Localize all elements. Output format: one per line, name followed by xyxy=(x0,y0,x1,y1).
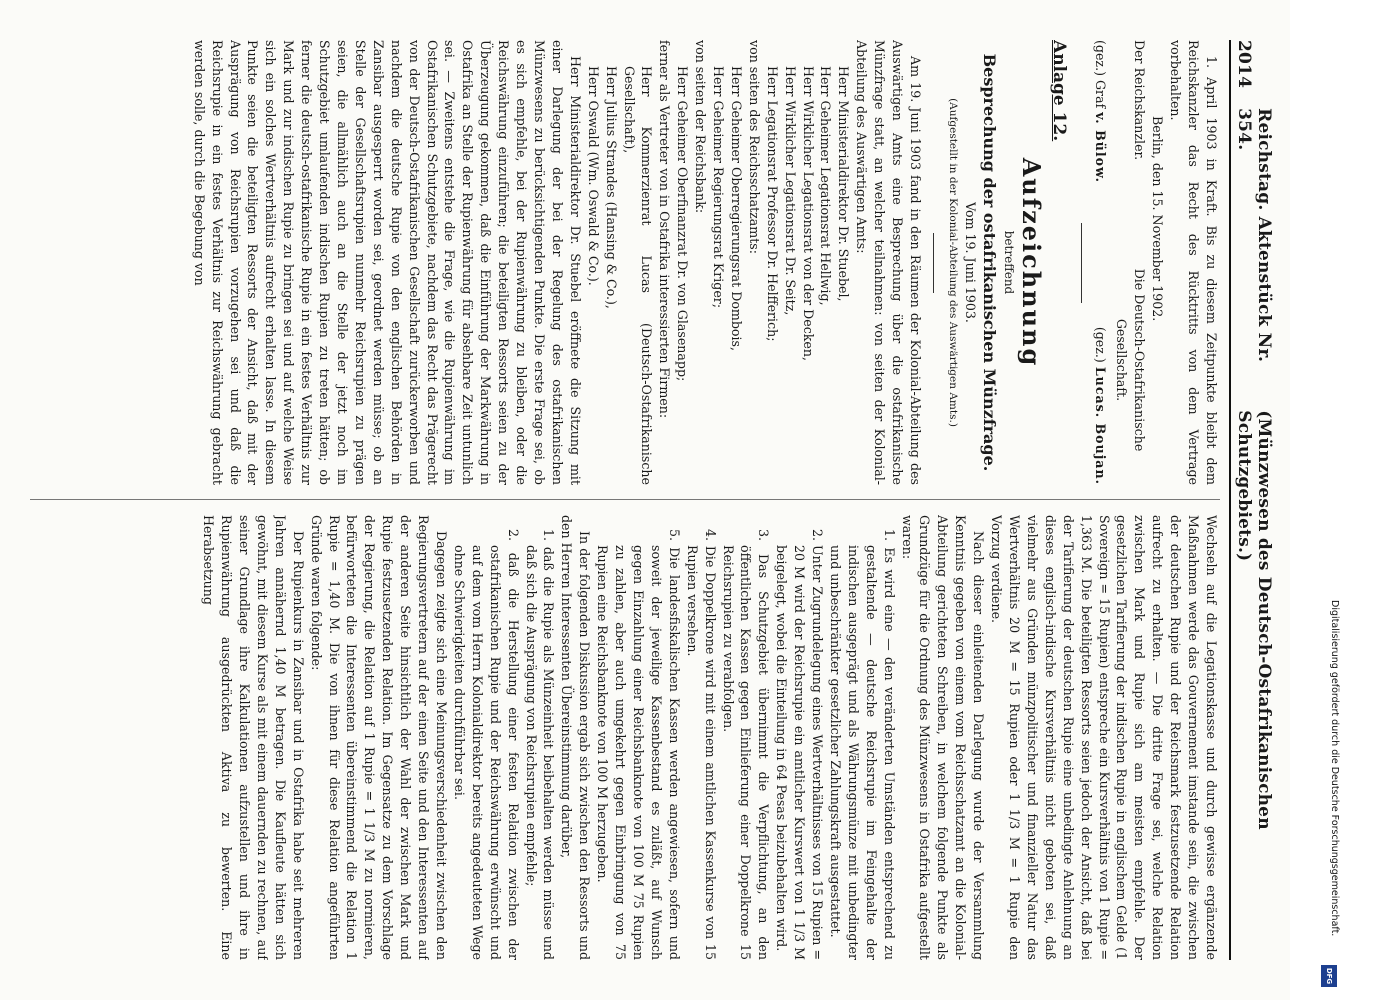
right-column xyxy=(30,515,1220,960)
section-date: Vom 19. Juni 1903. xyxy=(962,202,978,323)
page-number: 2014 xyxy=(1234,40,1254,89)
participant: Herr Ministerialdirektor Dr. Stuebel, xyxy=(836,66,852,302)
list-item: 2. daß die Herstellung einer festen Relation zwischen der ostafrikanischen Rupie und der Reichswährung erwünscht und auf dem vom Herrn Kolonialdirektor bereits angedeuteten Wege ohne Schwierigkeiten durchführbar sei. xyxy=(451,529,521,960)
participants-treasury xyxy=(709,40,745,485)
participants-bank xyxy=(673,40,691,485)
paragraph: Herr Ministerialdirektor Dr. Stuebel eröffnete die Sitzung mit einer Darlegung der bei der Regelung des ostafrikanischen Münzwesens zu berücksichtigenden Punkte. Die erste Frage sei, ob es sich empfehle, bei der Rupienwährung zu bleiben, oder die Reichswährung einzuführen; die beteiligten Ressorts seien zu der Überzeugung gekommen, daß die Einführung der Markwährung in Ostafrika an Stelle der Rupienwährung für absehbare Zeit untunlich sei. — Zweitens entstehe die Frage, wie die Rupienwährung im Ostafrikanischen Schutzgebiete, nachdem das Recht das Prägerecht von der Deutsch-Ostafrikanischen Gesellschaft zurückerworben und nachdem die deutsche Rupie von den englischen Behörden in Zansibar ausgesperrt worden sei, geordnet werden müsse; ob an Stelle der Gesellschaftsrupien nunmehr Reichsrupien zu prägen seien, die allmählich auch an die Stelle der jetzt noch im Schutzgebiet umlaufenden indischen Rupien zu treten hätten; ob ferner die deutsch-ostafrikanische Rupie in ein festes Verhältnis zur Mark und zur indischen Rupie zu bringen sei und auf welche Weise sich ein solches Wertverhältnis aufrecht erhalten lasse. In diesem Punkte seien die beteiligten Ressorts der Ansicht, daß mit der Ausprägung von Reichsrupien vorzugehen sei und daß die Reichsrupie in ein festes Verhältnis zur Reichswährung gebracht werden solle, durch die Begebung von xyxy=(191,40,583,485)
paragraph: In der folgenden Diskussion ergab sich zwischen den Ressorts und den Herren Interessenten Übereinstimmung darüber, xyxy=(559,515,593,960)
participants-heading: von seiten des Reichsschatzamts: xyxy=(746,40,762,255)
paragraph: Am 19. Juni 1903 fand in den Räumen der Kolonial-Abteilung des Auswärtigen Amts eine Besprechung über die ostafrikanische Münzfrage statt, an welcher teilnahmen: von seiten der Kolonial-Abteilung des Auswärtigen Amts: xyxy=(854,40,924,485)
signature-block xyxy=(1113,40,1149,485)
digitization-credit: Digitalisierung gefördert durch die Deutsche Forschungsgemeinschaft. xyxy=(1329,600,1340,937)
participant: Herr Kommerzienrat Lucas (Deutsch-Ostafrikanische Gesellschaft), xyxy=(621,66,655,485)
section-betreffend: betreffend xyxy=(1001,230,1016,295)
list-item: 1. daß die Rupie als Münzeinheit beibehalten werden müsse und daß sich die Ausprägung von Reichsrupien empfehle; xyxy=(523,529,557,960)
list-item: 4. Die Doppelkrone wird mit einem amtlichen Kassenkurse von 15 Rupien versehen. xyxy=(684,529,718,960)
signature-left-prefix: (gez.) Graf xyxy=(1092,40,1108,109)
paragraph: 1. April 1903 in Kraft. Bis zu diesem Zeitpunkte bleibt dem Reichskanzler das Recht des Rücktritts von dem Vertrage vorbehalten. xyxy=(1168,40,1219,485)
list-item: 2. Unter Zugrundelegung eines Wertverhältnisses von 15 Rupien = 20 M wird der Reichsrupie ein amtlicher Kurswert von 1 1/3 M beigelegt, wobei die Einteilung in 64 Pesas beizubehalten wird. xyxy=(774,529,826,960)
signature-left-title: Der Reichskanzler. xyxy=(1132,40,1148,161)
participants-heading: ferner als Vertreter von in Ostafrika interessierten Firmen: xyxy=(657,40,673,419)
participant: Herr Legationsrat Professor Dr. Helfferich; xyxy=(764,66,780,342)
document-subtitle: (Münzwesen des Deutsch-Ostafrikanischen Schutzgebiets.) xyxy=(1234,410,1274,830)
numbered-list xyxy=(593,515,897,960)
participant: Herr Wirklicher Legationsrat Dr. Seitz, xyxy=(782,66,798,316)
paragraph: Dagegen zeigte sich eine Meinungsverschiedenheit zwischen den Regierungsvertretern auf der einen Seite und den Interessenten auf der anderen Seite hinsichtlich der Wahl der zwischen Mark und Rupie festzusetzenden Relation. Im Gegensatze zu dem Vorschlage der Regierung, die Relation auf 1 Rupie = 1 1/3 M zu normieren, befürworteten die Interessenten übereinstimmend die Relation 1 Rupie = 1,40 M. Die von ihnen für diese Relation angeführten Gründe waren folgende: xyxy=(308,515,450,960)
section-note: (Aufgestellt in der Kolonial-Abteilung des Auswärtigen Amts.) xyxy=(946,98,959,427)
paragraph: Nach dieser einleitenden Darlegung wurde der Versammlung Kenntnis gegeben von einem vom Reichsschatzamt an die Kolonial-Abteilung gerichteten Schreiben, in welchem folgende Punkte als Grundzüge für die Ordnung des Münzwesens in Ostafrika aufgestellt waren: xyxy=(899,515,987,960)
annex-label: Anlage 12. xyxy=(1048,40,1069,142)
signature-right xyxy=(1091,327,1109,485)
column-divider xyxy=(30,499,1220,500)
paragraph: Wechseln auf die Legationskasse und durch gewisse ergänzende Maßnahmen werde das Gouvernement imstande sein, die zwischen der deutschen Rupie und der Reichsmark festzusetzende Relation aufrecht zu erhalten. — Die dritte Frage sei, welche Relation zwischen Mark und Rupie sich am meisten empfehle. Der gesetzlichen Tarifierung der indischen Rupie in englischem Gelde (1 Sovereign = 15 Rupien) entspreche ein Kursverhältnis von 1 Rupie = 1,363 M. Die beteiligten Ressorts seien jedoch der Ansicht, daß bei der Tarifierung der deutschen Rupie eine unbedingte Anlehnung an dieses englisch-indische Kursverhältnis nicht geboten sei, daß vielmehr aus Gründen münzpolitischer und finanzieller Natur das Wertverhältnis 20 M = 15 Rupien oder 1 1/3 M = 1 Rupie den Vorzug verdiene. xyxy=(989,515,1219,960)
participants-heading: von seiten der Reichsbank: xyxy=(693,40,709,214)
participant: Herr Wirklicher Legationsrat von der Decken, xyxy=(800,66,816,361)
participant: Herr Geheimer Oberregierungsrat Dombois, xyxy=(728,66,744,351)
participant: Herr Oswald (Wm. Oswald & Co.). xyxy=(585,66,601,286)
list-item: 5. Die landesfiskalischen Kassen werden angewiesen, sofern und soweit der jeweilige Kassenbestand es zuläßt, auf Wunsch gegen Einzahlung einer Reichsbanknote von 100 M 75 Rupien zu zahlen, aber auch umgekehrt gegen Einbringung von 75 Rupien eine Reichsbanknote von 100 M herzugeben. xyxy=(595,529,682,960)
participant: Herr Geheimer Oberfinanzrat Dr. von Glasenapp; xyxy=(675,66,691,382)
paragraph: Der Rupienkurs in Zansibar und in Ostafrika habe seit mehreren Jahren annähernd 1,40 M betragen. Die Kaufleute hätten sich gewöhnt, mit diesem Kurse als mit einem dauernden zu rechnen, auf seiner Grundlage ihre Kalkulationen aufzustellen und ihre in Rupienwährung ausgedrückten Aktiva zu bewerten. Eine Herabsetzung xyxy=(201,515,306,960)
numbered-list xyxy=(450,515,557,960)
list-item: 1. Es wird eine — den veränderten Umständen entsprechend zu gestaltende — deutsche Reichsrupie im Feingehalte der indischen ausgeprägt und als Währungsmünze mit unbedingter und unbeschränkter gesetzlicher Zahlungskraft ausgestattet. xyxy=(827,529,897,960)
section-title: Besprechung der ostafrikanischen Münzfrage. xyxy=(979,53,999,472)
section-heading: Aufzeichnung xyxy=(1016,157,1046,368)
dfg-logo: DFG xyxy=(1321,965,1337,987)
left-column xyxy=(30,40,1220,485)
participants-firms xyxy=(584,40,656,485)
signature-names xyxy=(1091,40,1109,485)
participant: Herr Geheimer Legationsrat Hellwig, xyxy=(818,66,834,306)
participant: Herr Geheimer Regierungsrat Kriger; xyxy=(711,66,727,309)
participant: Herr Julius Strandes (Hansing & Co.), xyxy=(603,66,619,309)
participants-colonial xyxy=(763,40,853,485)
separator-line xyxy=(933,233,934,293)
signature-left-name: v. Bülow. xyxy=(1092,112,1108,184)
place-date: Berlin, den 15. November 1902. xyxy=(1150,116,1166,322)
signature-right-title: Die Deutsch-Ostafrikanische Gesellschaft. xyxy=(1114,268,1148,452)
signature-right-prefix: (gez.) xyxy=(1092,326,1108,363)
separator-line xyxy=(1081,223,1082,303)
signature-left xyxy=(1091,40,1109,183)
signature-right-name: Lucas. Boujan. xyxy=(1092,366,1108,485)
document-title: Reichstag. Aktenstück Nr. 354. xyxy=(1234,108,1274,363)
list-item: 3. Das Schutzgebiet übernimmt die Verpflichtung, an den öffentlichen Kassen gegen Einlieferung einer Doppelkrone 15 Reichsrupien zu verabfolgen. xyxy=(720,529,772,960)
page-header xyxy=(1229,40,1274,960)
